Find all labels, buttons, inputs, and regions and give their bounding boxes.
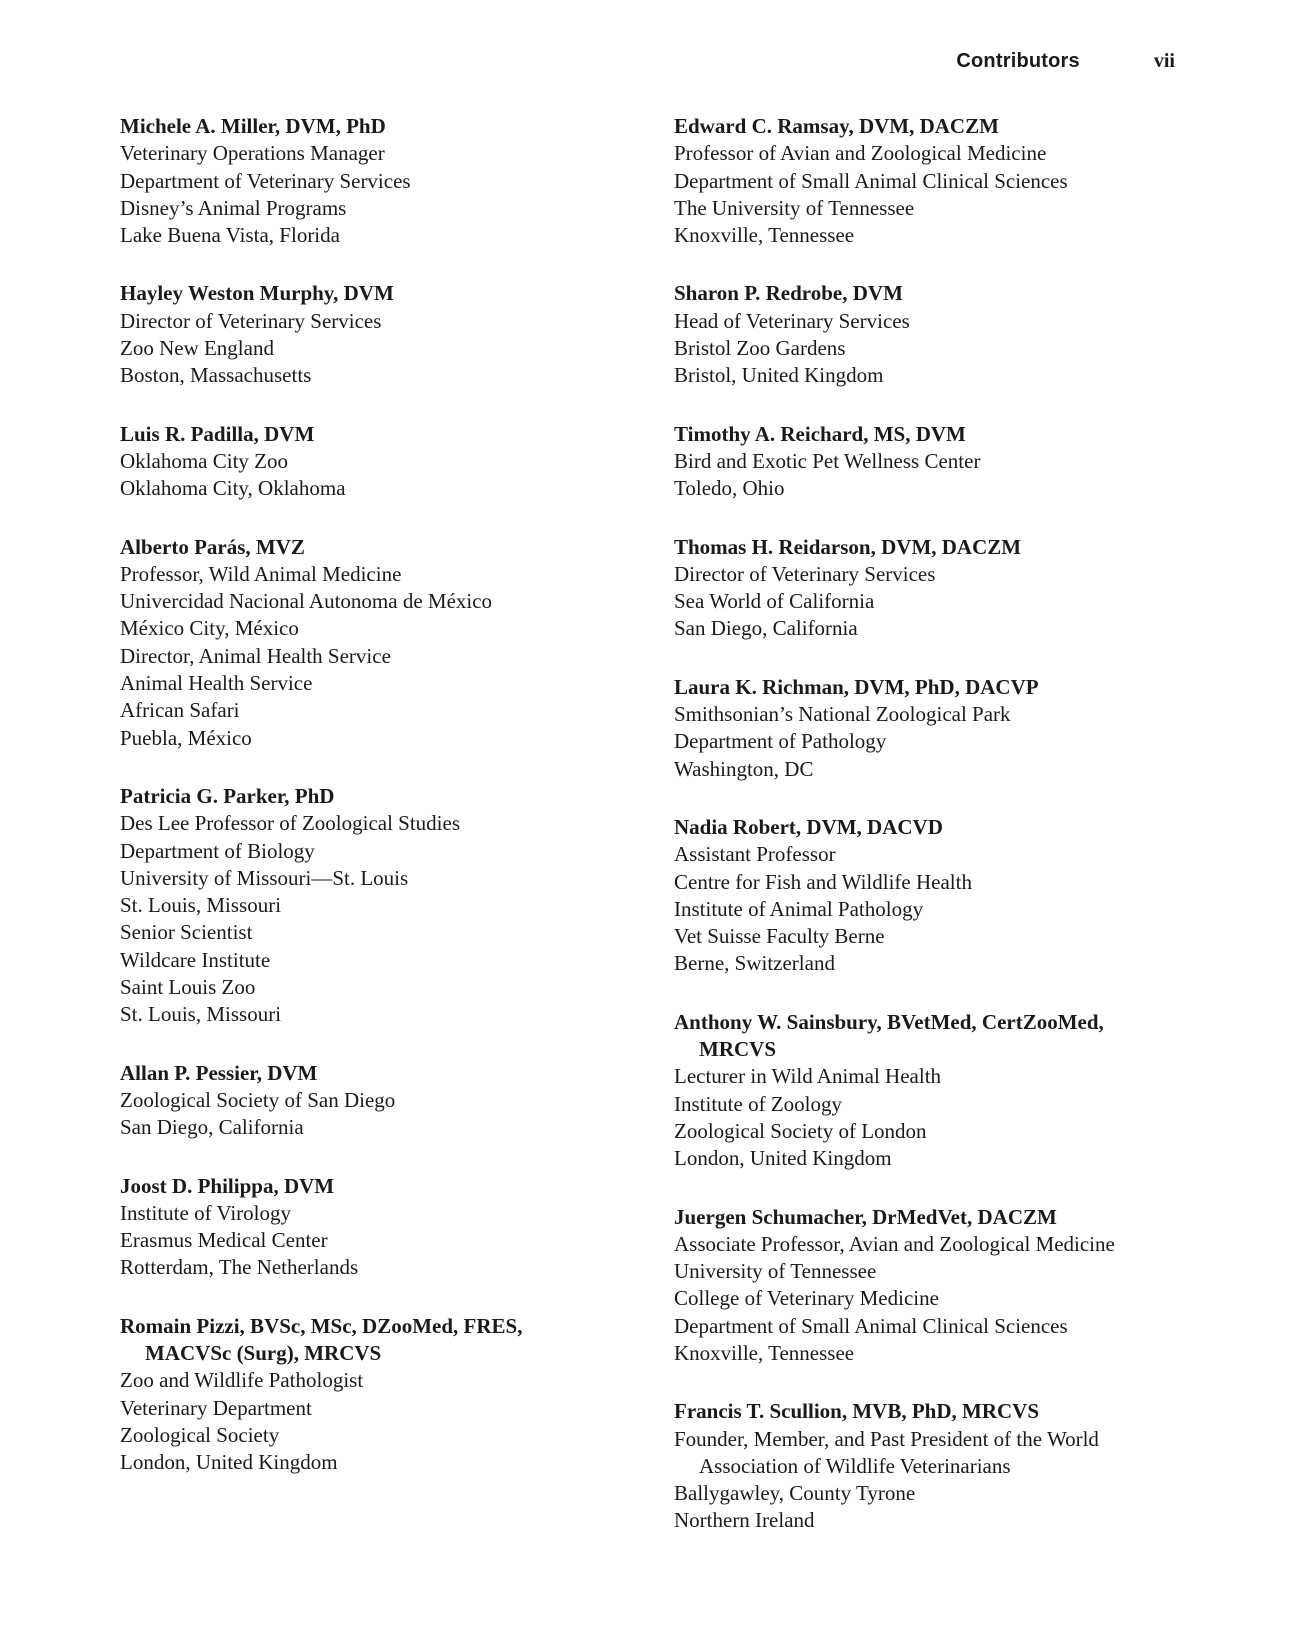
contributor-affiliation-line: Northern Ireland [674, 1508, 815, 1533]
contributor-affiliation-line: Department of Small Animal Clinical Sciences [674, 168, 1068, 193]
contributor-affiliation-line: Head of Veterinary Services [674, 308, 910, 333]
contributor-affiliation-line: Associate Professor, Avian and Zoological Medicine [674, 1231, 1115, 1256]
contributor-name: MRCVS [699, 1037, 776, 1062]
contributor-affiliation-line: Zoological Society of London [674, 1118, 927, 1143]
contributor-affiliation-line: Des Lee Professor of Zoological Studies [120, 811, 461, 836]
contributor-name: Luis R. Padilla, DVM [120, 421, 315, 446]
contributor-affiliation-line: Berne, Switzerland [674, 951, 835, 976]
contributor-affiliation-line: San Diego, California [674, 616, 858, 641]
contributor-name: Sharon P. Redrobe, DVM [674, 281, 903, 306]
contributor-affiliation-line: Director of Veterinary Services [674, 561, 936, 586]
contributor-affiliation-line: Sea World of California [674, 589, 875, 614]
contributor-affiliation-line: St. Louis, Missouri [120, 1002, 282, 1027]
contributor-name: Hayley Weston Murphy, DVM [120, 281, 394, 306]
contributor-name: Francis T. Scullion, MVB, PhD, MRCVS [674, 1399, 1039, 1424]
contributor-affiliation-line: Washington, DC [674, 756, 814, 781]
contributor-affiliation-line: Bird and Exotic Pet Wellness Center [674, 448, 981, 473]
contributor-affiliation-line: University of Tennessee [674, 1259, 877, 1284]
contributor-affiliation-line: Disney’s Animal Programs [120, 195, 347, 220]
contributor-affiliation-line: Wildcare Institute [120, 947, 271, 972]
contributor-name: Alberto Parás, MVZ [120, 534, 305, 559]
contributor-affiliation-line: Bristol, United Kingdom [674, 363, 884, 388]
contributor-affiliation-line: Knoxville, Tennessee [674, 223, 855, 248]
running-title: Contributors [956, 50, 1080, 72]
contributor-entry [674, 421, 1174, 503]
contributor-entry [674, 814, 1174, 978]
contributor-affiliation-line: Toledo, Ohio [674, 476, 785, 501]
contributor-affiliation-line: Smithsonian’s National Zoological Park [674, 702, 1011, 727]
contributor-name: Romain Pizzi, BVSc, MSc, DZooMed, FRES, [120, 1313, 523, 1338]
contributor-affiliation-line: Assistant Professor [674, 842, 836, 867]
contributor-entry [120, 1060, 640, 1142]
contributor-entry [120, 1313, 640, 1477]
running-head [956, 50, 1175, 73]
contributor-entry [674, 1398, 1174, 1534]
contributor-affiliation-line: Zoo and Wildlife Pathologist [120, 1368, 364, 1393]
contributor-affiliation-line: Erasmus Medical Center [120, 1228, 328, 1253]
contributor-entry [674, 1009, 1174, 1173]
contributor-affiliation-line: Institute of Virology [120, 1200, 292, 1225]
contributor-entry [120, 113, 640, 249]
contributor-affiliation-line: Rotterdam, The Netherlands [120, 1255, 359, 1280]
contributor-affiliation-line: Department of Veterinary Services [120, 168, 411, 193]
contributor-entry [120, 280, 640, 389]
contributor-entry [674, 534, 1174, 643]
contributor-name: Nadia Robert, DVM, DACVD [674, 814, 943, 839]
contributor-affiliation-line: Director, Animal Health Service [120, 643, 391, 668]
contributor-affiliation-line: Bristol Zoo Gardens [674, 336, 846, 361]
contributor-affiliation-line: Institute of Animal Pathology [674, 896, 924, 921]
contributor-affiliation-line: Senior Scientist [120, 920, 253, 945]
contributor-affiliation-line: College of Veterinary Medicine [674, 1286, 939, 1311]
contributor-entry [674, 674, 1174, 783]
contributor-entry [674, 113, 1174, 249]
contributor-affiliation-line: African Safari [120, 698, 240, 723]
contributor-affiliation-line: Vet Suisse Faculty Berne [674, 924, 885, 949]
contributor-name: Edward C. Ramsay, DVM, DACZM [674, 114, 999, 138]
contributors-left-column [120, 113, 640, 1507]
contributor-affiliation-line: Ballygawley, County Tyrone [674, 1481, 916, 1506]
contributor-affiliation-line: Founder, Member, and Past President of the World [674, 1426, 1099, 1451]
contributor-entry [120, 421, 640, 503]
contributor-affiliation-line: Department of Small Animal Clinical Sciences [674, 1313, 1068, 1338]
contributor-affiliation-line: Professor of Avian and Zoological Medicine [674, 141, 1047, 166]
contributor-affiliation-line: Director of Veterinary Services [120, 308, 382, 333]
contributor-name: Allan P. Pessier, DVM [120, 1060, 318, 1085]
contributor-name: Thomas H. Reidarson, DVM, DACZM [674, 534, 1022, 559]
contributor-entry [674, 1204, 1174, 1368]
contributor-entry [120, 534, 640, 752]
contributor-entry [120, 1173, 640, 1282]
contributor-affiliation-line: Boston, Massachusetts [120, 363, 312, 388]
page-number: vii [1153, 50, 1175, 72]
contributor-affiliation-line: Zoo New England [120, 336, 274, 361]
contributor-affiliation-line: Oklahoma City, Oklahoma [120, 476, 346, 501]
contributor-affiliation-line: Institute of Zoology [674, 1091, 842, 1116]
contributor-affiliation-line: Association of Wildlife Veterinarians [699, 1453, 1011, 1478]
contributor-affiliation-line: St. Louis, Missouri [120, 893, 282, 918]
contributor-entry [120, 783, 640, 1029]
contributor-entry [674, 280, 1174, 389]
contributor-affiliation-line: Saint Louis Zoo [120, 975, 256, 1000]
contributor-affiliation-line: London, United Kingdom [674, 1146, 892, 1171]
contributor-name: Laura K. Richman, DVM, PhD, DACVP [674, 674, 1039, 699]
contributor-affiliation-line: Animal Health Service [120, 671, 313, 696]
contributor-affiliation-line: San Diego, California [120, 1115, 304, 1140]
contributor-affiliation-line: Professor, Wild Animal Medicine [120, 561, 402, 586]
contributor-affiliation-line: Lake Buena Vista, Florida [120, 223, 340, 248]
contributor-affiliation-line: Centre for Fish and Wildlife Health [674, 869, 972, 894]
contributor-name: Timothy A. Reichard, MS, DVM [674, 421, 966, 446]
contributor-affiliation-line: Department of Biology [120, 838, 315, 863]
contributor-name: Patricia G. Parker, PhD [120, 783, 335, 808]
contributor-affiliation-line: Univercidad Nacional Autonoma de México [120, 589, 493, 614]
contributor-name: Joost D. Philippa, DVM [120, 1173, 335, 1198]
contributor-affiliation-line: Zoological Society [120, 1422, 280, 1447]
contributor-affiliation-line: Zoological Society of San Diego [120, 1087, 396, 1112]
contributor-affiliation-line: México City, México [120, 616, 299, 641]
contributor-affiliation-line: Veterinary Department [120, 1395, 312, 1420]
contributor-affiliation-line: Puebla, México [120, 725, 252, 750]
contributors-right-column [674, 113, 1174, 1566]
contributor-affiliation-line: Lecturer in Wild Animal Health [674, 1064, 942, 1089]
contributor-affiliation-line: London, United Kingdom [120, 1450, 338, 1475]
contributor-name: Michele A. Miller, DVM, PhD [120, 114, 386, 138]
contributor-affiliation-line: Knoxville, Tennessee [674, 1340, 855, 1365]
contributor-affiliation-line: Veterinary Operations Manager [120, 141, 385, 166]
contributor-affiliation-line: Department of Pathology [674, 729, 887, 754]
contributor-affiliation-line: University of Missouri—St. Louis [120, 865, 409, 890]
contributor-affiliation-line: The University of Tennessee [674, 195, 915, 220]
contributor-name: MACVSc (Surg), MRCVS [145, 1340, 382, 1365]
contributor-affiliation-line: Oklahoma City Zoo [120, 448, 288, 473]
contributor-name: Anthony W. Sainsbury, BVetMed, CertZooMed, [674, 1009, 1104, 1034]
contributor-name: Juergen Schumacher, DrMedVet, DACZM [674, 1204, 1057, 1229]
